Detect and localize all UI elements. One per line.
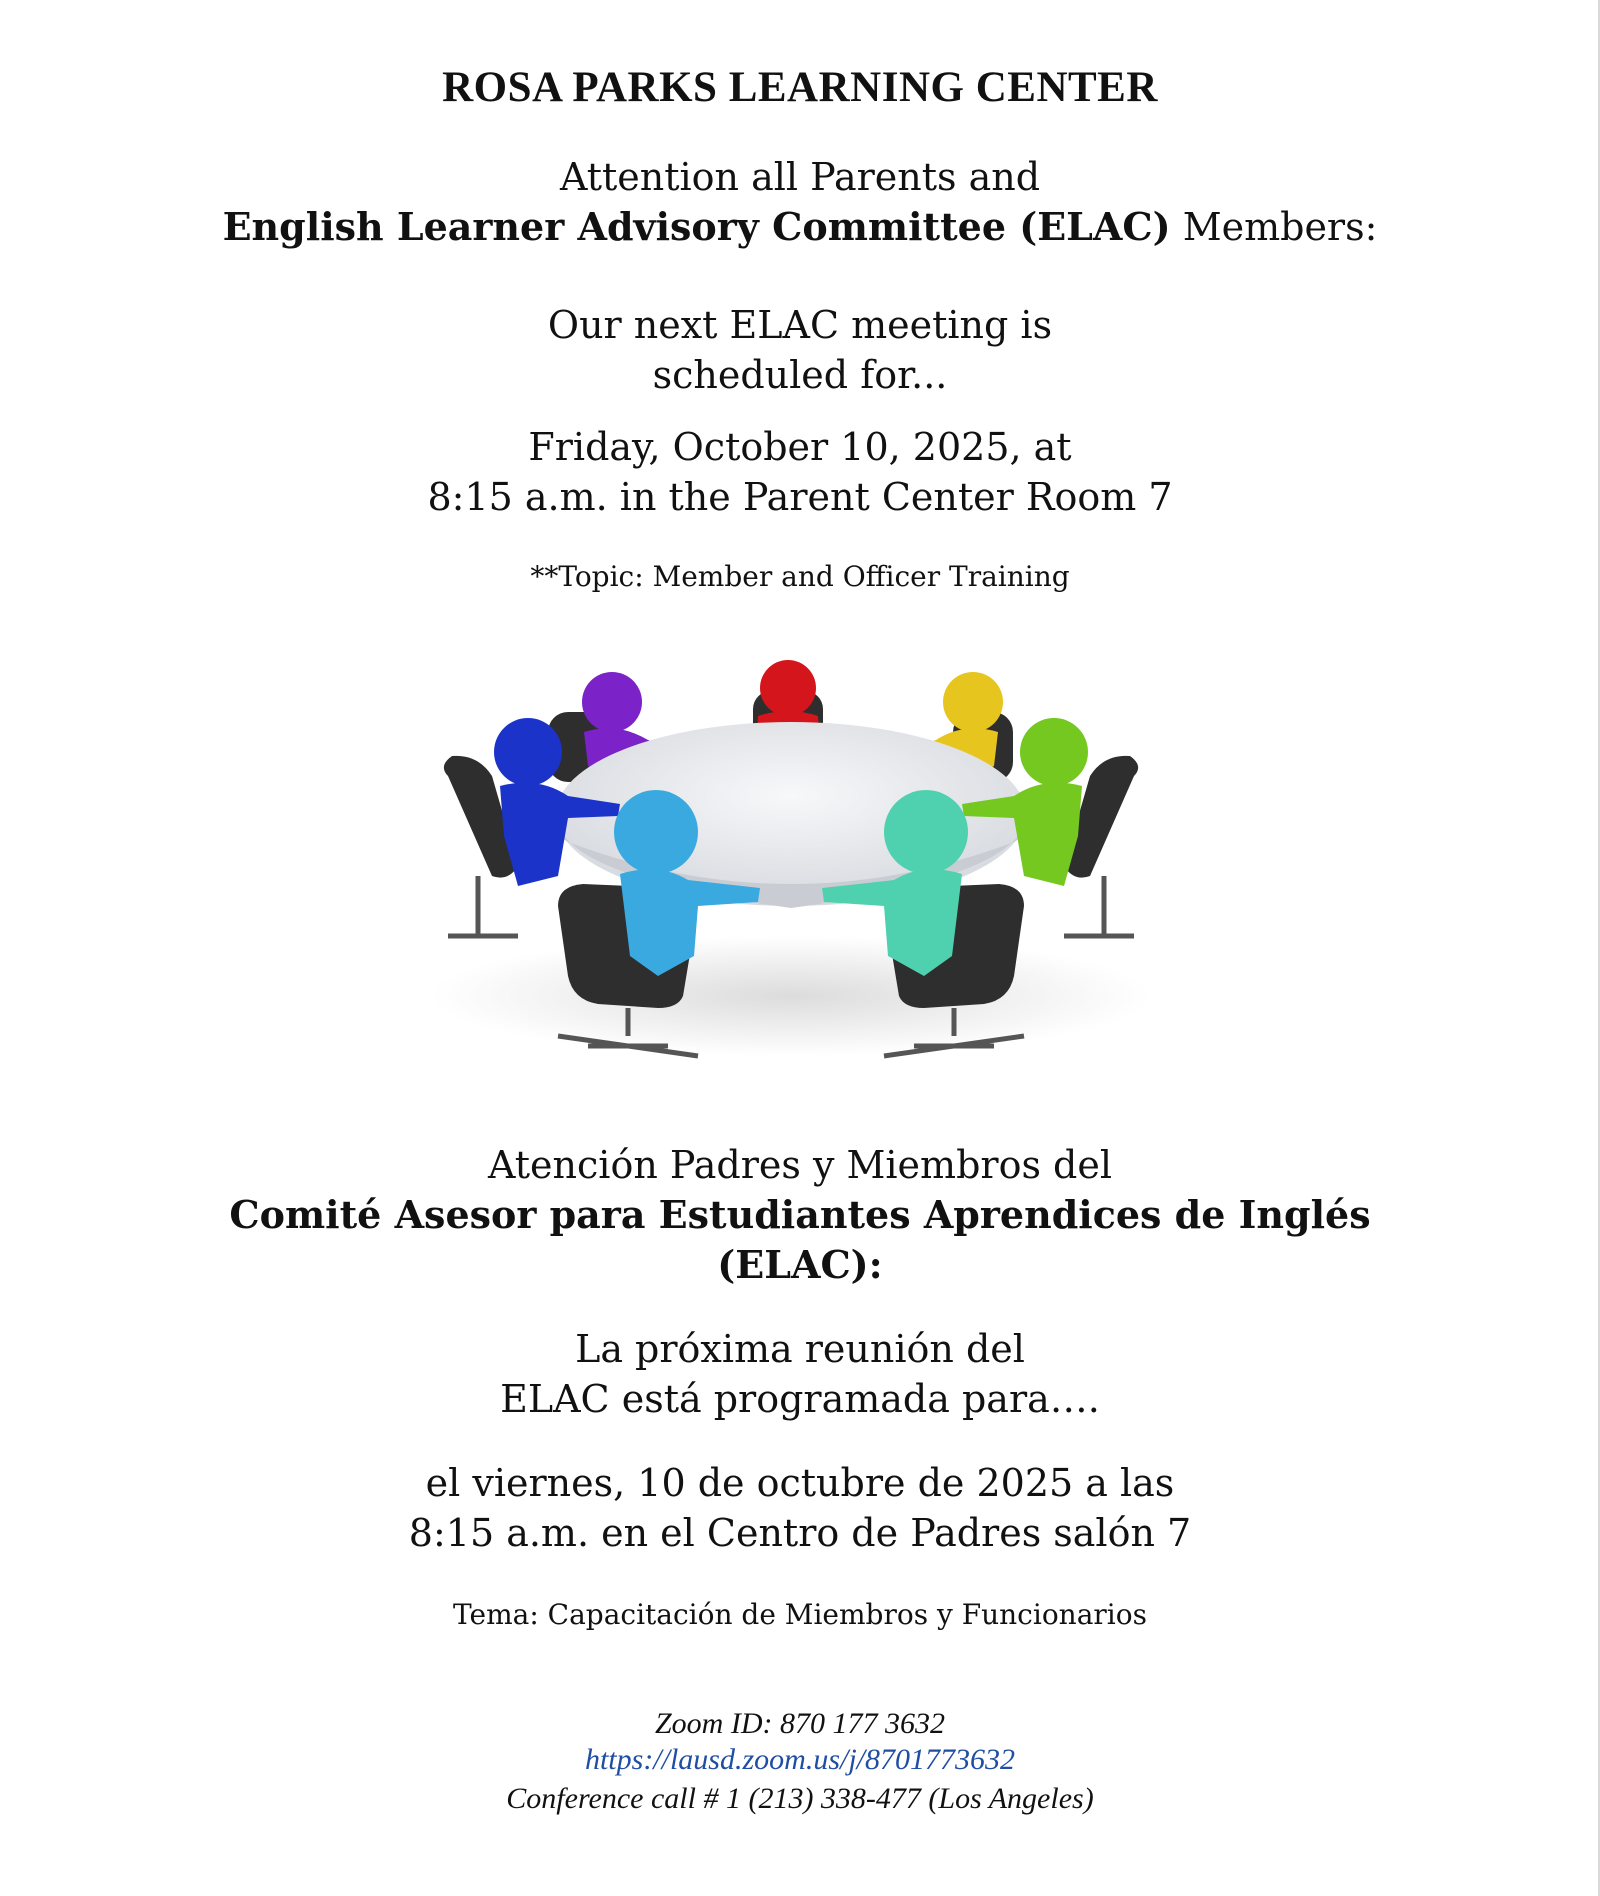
english-next-meeting-1: Our next ELAC meeting is <box>547 303 1053 347</box>
english-date-1: Friday, October 10, 2025, at <box>528 425 1072 469</box>
spanish-date-2: 8:15 a.m. en el Centro de Padres salón 7 <box>408 1511 1192 1555</box>
english-attention: Attention all Parents and <box>559 155 1041 199</box>
round-table-meeting-icon <box>408 636 1174 1066</box>
english-committee-line <box>0 204 1600 249</box>
spanish-committee-1: Comité Asesor para Estudiantes Aprendices de Inglés <box>229 1192 1371 1237</box>
english-committee-name: English Learner Advisory Committee (ELAC) <box>222 204 1171 249</box>
english-topic: **Topic: Member and Officer Training <box>530 560 1070 593</box>
spanish-next-meeting-2: ELAC está programada para…. <box>500 1377 1100 1421</box>
zoom-link[interactable]: https://lausd.zoom.us/j/8701773632 <box>584 1743 1016 1776</box>
spanish-attention: Atención Padres y Miembros del <box>488 1143 1112 1187</box>
page-title: ROSA PARKS LEARNING CENTER <box>442 64 1158 111</box>
spanish-next-meeting-1: La próxima reunión del <box>575 1327 1025 1371</box>
english-committee-members: Members: <box>1170 205 1378 249</box>
spanish-committee-2: (ELAC): <box>717 1242 883 1287</box>
spanish-date-1: el viernes, 10 de octubre de 2025 a las <box>425 1461 1175 1505</box>
english-next-meeting-2: scheduled for... <box>652 353 948 397</box>
spanish-topic: Tema: Capacitación de Miembros y Funcionarios <box>453 1598 1147 1631</box>
conference-call: Conference call # 1 (213) 338-477 (Los Angeles) <box>506 1782 1094 1815</box>
zoom-id: Zoom ID: 870 177 3632 <box>655 1707 945 1740</box>
english-date-2: 8:15 a.m. in the Parent Center Room 7 <box>427 475 1173 519</box>
